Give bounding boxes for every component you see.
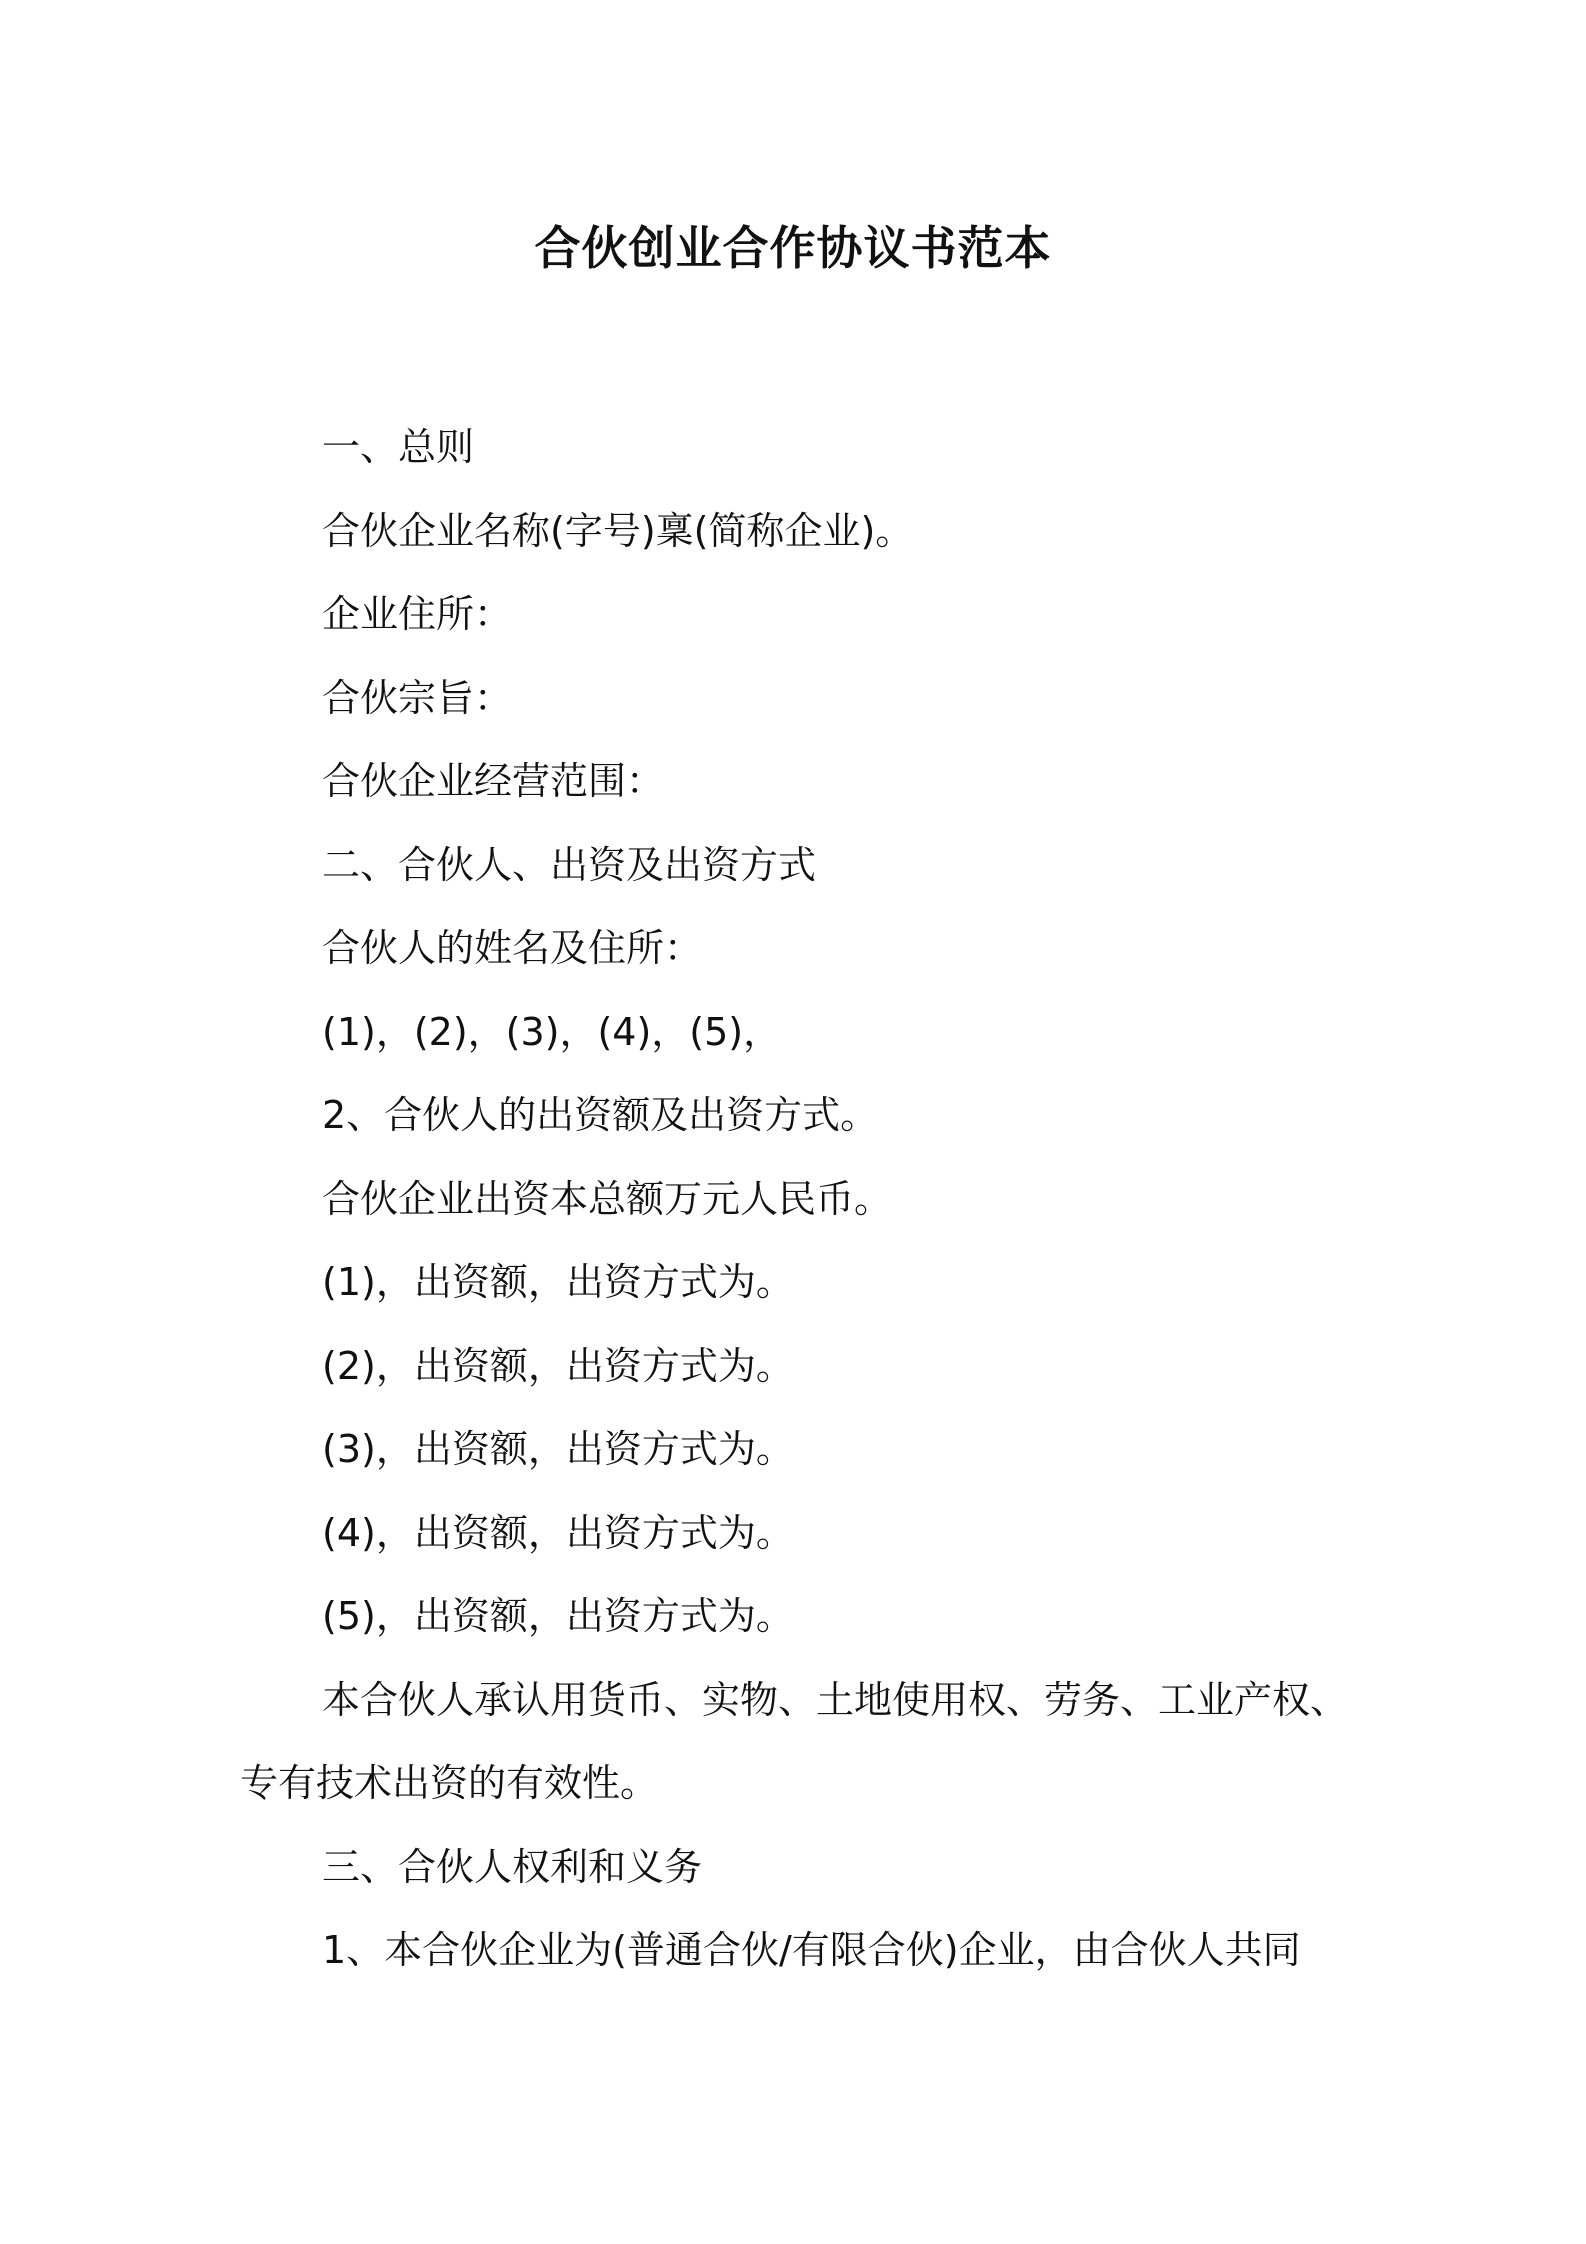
text-line: 2、合伙人的出资额及出资方式。 xyxy=(322,1093,879,1137)
text-line: 本合伙人承认用货币、实物、土地使用权、劳务、工业产权、 xyxy=(322,1677,1349,1722)
section-heading-rights: 三、合伙人权利和义务 xyxy=(322,1844,703,1889)
text-line: 合伙宗旨： xyxy=(322,675,513,720)
text-line: 合伙企业经营范围： xyxy=(322,759,665,803)
text-line: 合伙人的姓名及住所： xyxy=(322,926,703,970)
text-line: (2)，出资额，出资方式为。 xyxy=(322,1343,794,1388)
section-heading-general: 一、总则 xyxy=(322,425,475,469)
section-heading-partners: 二、合伙人、出资及出资方式 xyxy=(322,842,817,887)
document-title: 合伙创业合作协议书范本 xyxy=(534,221,1052,275)
text-line: 合伙企业名称(字号)稟(简称企业)。 xyxy=(322,508,914,553)
text-line: (3)，出资额，出资方式为。 xyxy=(322,1427,794,1471)
text-line: (5)，出资额，出资方式为。 xyxy=(322,1594,794,1638)
text-line: (1)，出资额，出资方式为。 xyxy=(322,1260,794,1304)
text-line: (4)，出资额，出资方式为。 xyxy=(322,1510,794,1555)
document-body xyxy=(240,406,1350,1993)
text-line: 合伙企业出资本总额万元人民币。 xyxy=(322,1176,893,1221)
text-line: 企业住所： xyxy=(322,592,513,636)
text-line: 1、本合伙企业为(普通合伙/有限合伙)企业，由合伙人共同 xyxy=(322,1928,1301,1972)
text-line: 专有技术出资的有效性。 xyxy=(240,1761,659,1805)
text-line: (1)，(2)，(3)，(4)，(5)， xyxy=(322,1009,782,1054)
